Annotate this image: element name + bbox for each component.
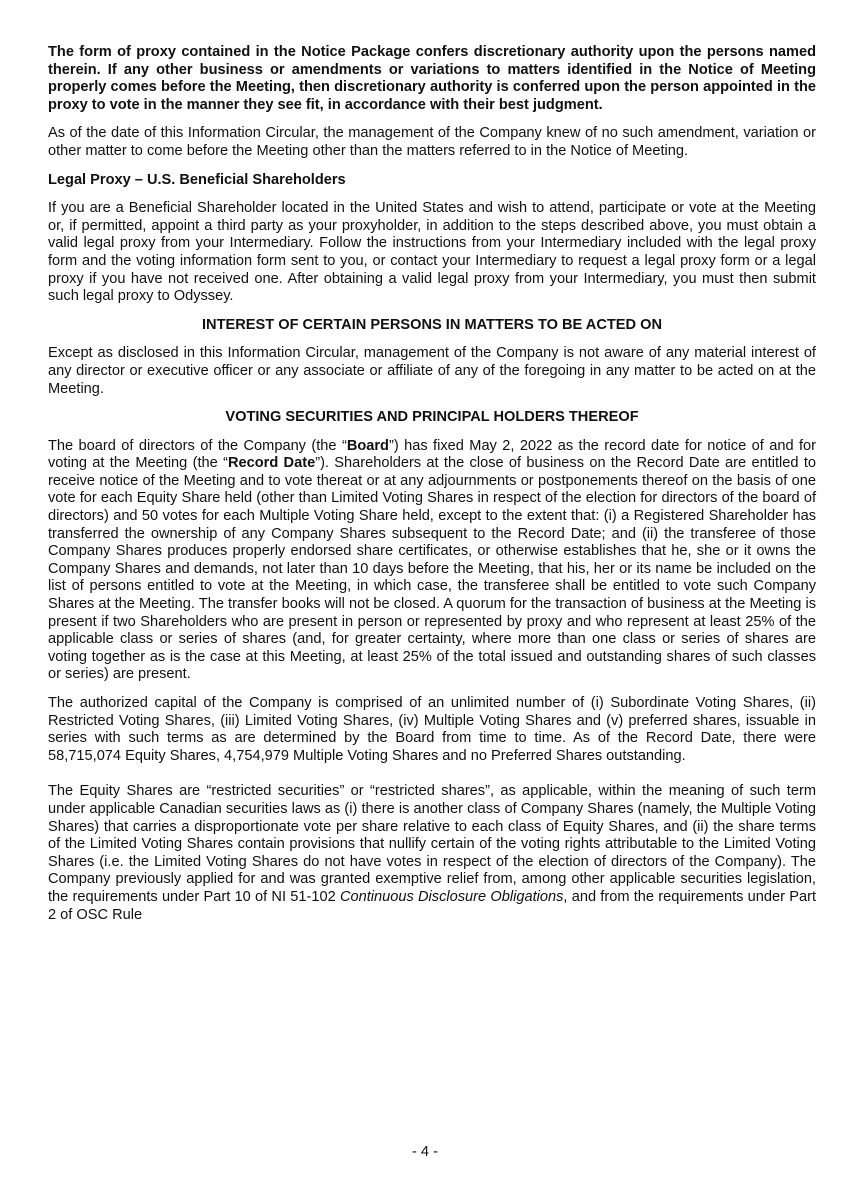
proxy-discretion-paragraph: The form of proxy contained in the Notice Package confers discretionary authority upon the persons named therein. If any other business or amendments or variations to matters identified in the Notice of Meeting properly comes before the Meeting, then discretionary authority is conferred upon the person appointed in the proxy to vote in the manner they see fit, in accordance with their best judgment. [48, 44, 816, 113]
restricted-text-1: The Equity Shares are “restricted securities” or “restricted shares”, as applicable, within the meaning of such term under applicable Canadian securities laws as (i) there is another class of Company Shares (namely, the Multiple Voting Shares) that carries a disproportionate vote per share relative to each class of Equity Shares, and (ii) the share terms of the Limited Voting Shares contain provisions that nullify certain of the voting rights attributable to the Limited Voting Shares (i.e. the Limited Voting Shares do not have votes in respect of the election of directors of the Company). The Company previously applied for and was granted exemptive relief from, among other applicable securities legislation, the requirements under Part 10 of NI 51-102 [48, 783, 816, 905]
restricted-text-2: , and from the requirements under Part 2 of OSC Rule [48, 888, 817, 923]
record-date-text-2: ”) has fixed May 2, 2022 as the record date for notice of and for voting at the Meeting (the “ [48, 437, 816, 472]
interest-section-heading: INTEREST OF CERTAIN PERSONS IN MATTERS TO BE ACTED ON [202, 316, 662, 333]
interest-paragraph: Except as disclosed in this Information Circular, management of the Company is not aware of any material interest of any director or executive officer or any associate or affiliate of any of the foregoing in any matter to be acted on at the Meeting. [48, 345, 816, 397]
authorized-capital-paragraph: The authorized capital of the Company is comprised of an unlimited number of (i) Subordinate Voting Shares, (ii) Restricted Voting Shares, (iii) Limited Voting Shares, (iv) Multiple Voting Shares and (v) preferred shares, issuable in series with such terms as are determined by the Board from time to time. As of the Record Date, there were 58,715,074 Equity Shares, 4,754,979 Multiple Voting Shares and no Preferred Shares outstanding. [48, 695, 816, 764]
instrument-title-italic: Continuous Disclosure Obligations [339, 888, 564, 905]
record-date-paragraph [48, 438, 816, 684]
legal-proxy-subheading: Legal Proxy – U.S. Beneficial Shareholders [48, 171, 346, 188]
record-date-text-1: The board of directors of the Company (the “ [48, 437, 347, 454]
legal-proxy-paragraph: If you are a Beneficial Shareholder located in the United States and wish to attend, participate or vote at the Meeting or, if permitted, appoint a third party as your proxyholder, in addition to the steps described above, you must obtain a valid legal proxy from your Intermediary. Follow the instructions from your Intermediary included with the legal proxy form and the voting information form sent to you, or contact your Intermediary to request a legal proxy form or a legal proxy if you have not received one. After obtaining a valid legal proxy from your Intermediary, you must then submit such legal proxy to Odyssey. [48, 200, 816, 305]
page-number: - 4 - [412, 1144, 438, 1160]
defined-term-board: Board [346, 437, 389, 454]
document-page [48, 44, 816, 935]
restricted-securities-paragraph [48, 783, 816, 924]
no-amendment-paragraph: As of the date of this Information Circular, the management of the Company knew of no such amendment, variation or other matter to come before the Meeting other than the matters referred to in the Notice of Meeting. [48, 125, 816, 159]
voting-securities-section-heading: VOTING SECURITIES AND PRINCIPAL HOLDERS THEREOF [225, 409, 639, 426]
record-date-text-3: ”). Shareholders at the close of business on the Record Date are entitled to receive notice of the Meeting and to vote thereat or at any adjournments or postponements thereof on the basis of one vote for each Equity Share held (other than Limited Voting Shares in respect of the election for directors of the board of directors) and 50 votes for each Multiple Voting Share held, except to the extent that: (i) a Registered Shareholder has transferred the ownership of any Company Shares subsequent to the Record Date; and (ii) the transferee of those Company Shares produces properly endorsed share certificates, or otherwise establishes that he, she or it owns the Company Shares and demands, not later than 10 days before the Meeting, that his, her or its name be included on the list of persons entitled to vote at the Meeting, in which case, the transferee shall be entitled to vote such Company Shares at the Meeting. The transfer books will not be closed. A quorum for the transaction of business at the Meeting is present if two Shareholders who are present in person or represented by proxy and who represent at least 25% of the applicable class or series of shares (and, for greater certainty, where more than one class or series of shares are voting together as is the case at this Meeting, at least 25% of the total issued and outstanding shares of such classes or series) are present. [48, 455, 817, 683]
defined-term-record-date: Record Date [227, 455, 316, 472]
